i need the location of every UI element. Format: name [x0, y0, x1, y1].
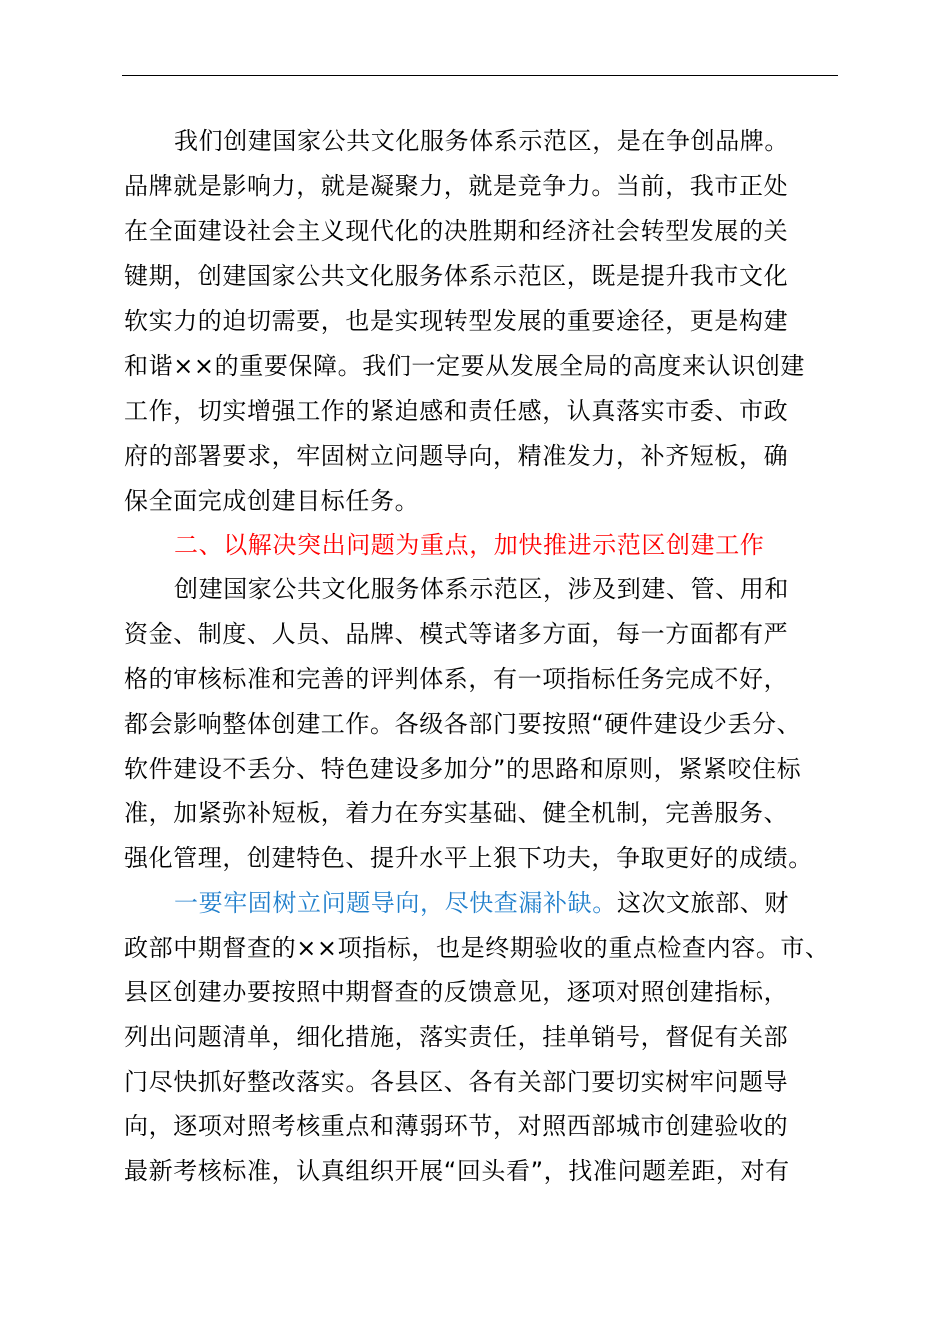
- paragraph-line: 门尽快抓好整改落实。各县区、各有关部门要切实树牢问题导: [124, 1068, 789, 1096]
- paragraph-line: 键期，创建国家公共文化服务体系示范区，既是提升我市文化: [124, 262, 789, 290]
- section-heading: 二、以解决突出问题为重点，加快推进示范区创建工作: [174, 531, 765, 559]
- paragraph-line: 品牌就是影响力，就是凝聚力，就是竞争力。当前，我市正处: [124, 172, 789, 200]
- paragraph-line: 工作，切实增强工作的紧迫感和责任感，认真落实市委、市政: [124, 397, 789, 425]
- paragraph-line: [174, 881, 890, 925]
- paragraph-line: 向，逐项对照考核重点和薄弱环节，对照西部城市创建验收的: [124, 1112, 789, 1140]
- paragraph-line: 软实力的迫切需要，也是实现转型发展的重要途径，更是构建: [124, 307, 789, 335]
- paragraph-line: 和谐××的重要保障。我们一定要从发展全局的高度来认识创建: [124, 352, 806, 380]
- paragraph-line: 列出问题清单，细化措施，落实责任，挂单销号，督促有关部: [124, 1023, 789, 1051]
- paragraph-line: 府的部署要求，牢固树立问题导向，精准发力，补齐短板，确: [124, 442, 789, 470]
- header-rule: [122, 75, 838, 76]
- paragraph-line: 我们创建国家公共文化服务体系示范区，是在争创品牌。: [174, 127, 789, 155]
- paragraph-text: 这次文旅部、财: [616, 889, 790, 917]
- paragraph-line: 县区创建办要按照中期督查的反馈意见，逐项对照创建指标，: [124, 978, 789, 1006]
- paragraph-line: 软件建设不丢分、特色建设多加分”的思路和原则，紧紧咬住标: [124, 755, 802, 783]
- paragraph-line: 都会影响整体创建工作。各级各部门要按照“硬件建设少丢分、: [124, 710, 802, 738]
- paragraph-line: 资金、制度、人员、品牌、模式等诸多方面，每一方面都有严: [124, 620, 789, 648]
- paragraph-line: 政部中期督查的××项指标，也是终期验收的重点检查内容。市、: [124, 934, 830, 962]
- paragraph-line: 保全面完成创建目标任务。: [124, 487, 420, 515]
- paragraph-line: 强化管理，创建特色、提升水平上狠下功夫，争取更好的成绩。: [124, 844, 813, 872]
- paragraph-line: 在全面建设社会主义现代化的决胜期和经济社会转型发展的关: [124, 217, 789, 245]
- paragraph-line: 准，加紧弥补短板，着力在夯实基础、健全机制，完善服务、: [124, 799, 789, 827]
- subheading-lead: 一要牢固树立问题导向，尽快查漏补缺。: [174, 889, 617, 917]
- paragraph-line: 格的审核标准和完善的评判体系，有一项指标任务完成不好，: [124, 665, 789, 693]
- paragraph-line: 最新考核标准，认真组织开展“回头看”，找准问题差距，对有: [124, 1157, 790, 1185]
- paragraph-line: 创建国家公共文化服务体系示范区，涉及到建、管、用和: [174, 575, 789, 603]
